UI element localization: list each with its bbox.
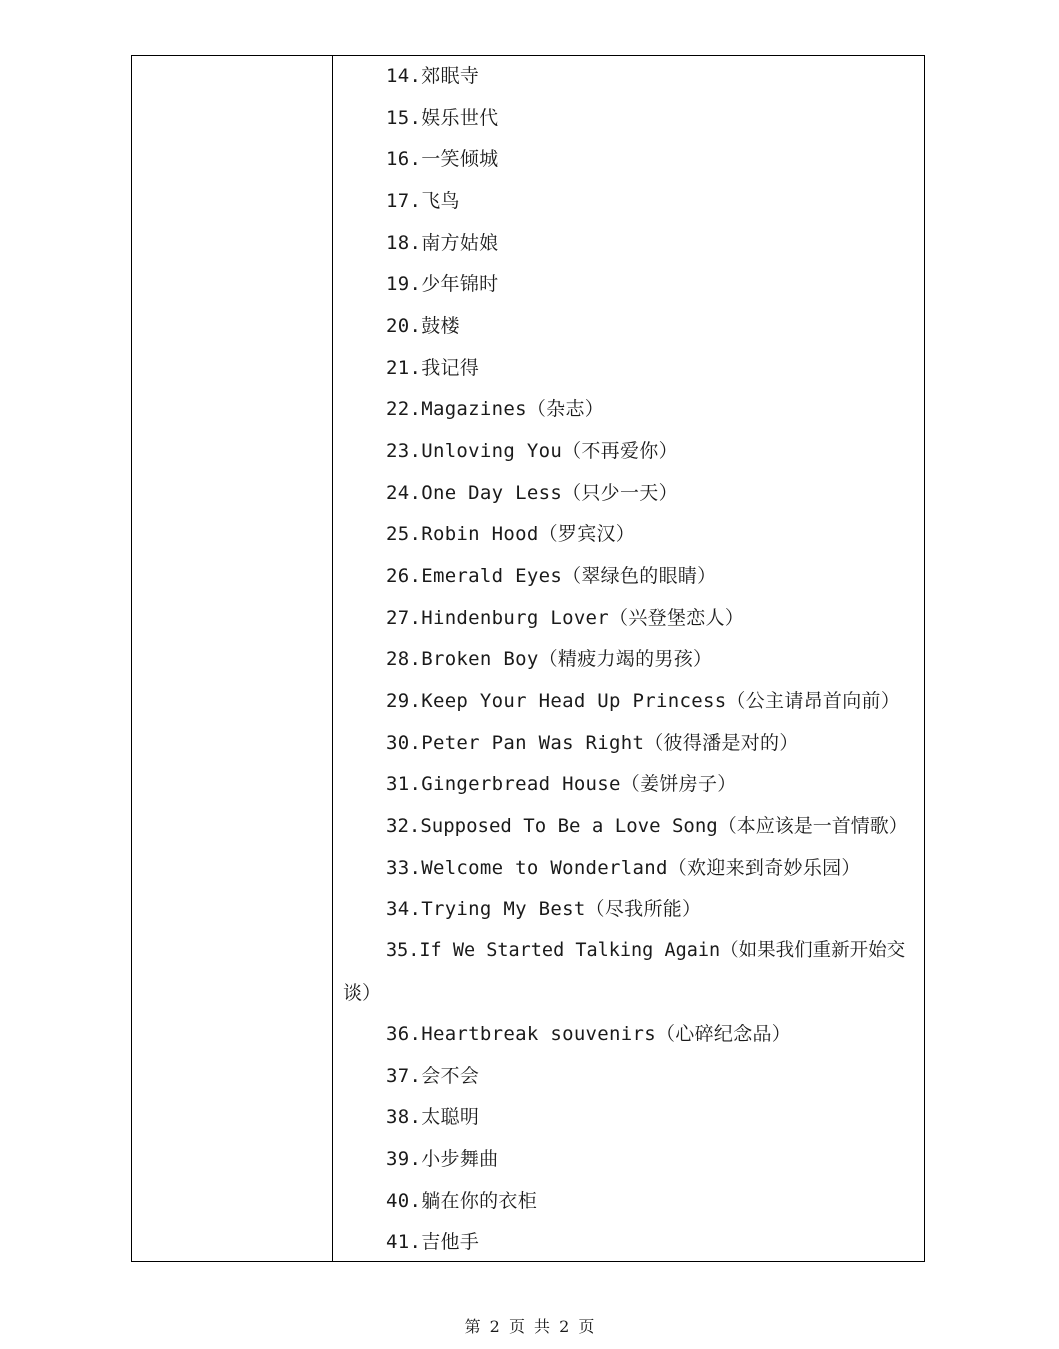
- list-item: 29.Keep Your Head Up Princess（公主请昂首向前）: [386, 690, 901, 712]
- list-item: 21.我记得: [386, 357, 480, 379]
- list-item: 15.娱乐世代: [386, 107, 499, 129]
- list-item: 19.少年锦时: [386, 273, 499, 295]
- list-item: 23.Unloving You（不再爱你）: [386, 440, 678, 462]
- list-item: 17.飞鸟: [386, 190, 460, 212]
- list-item: 20.鼓楼: [386, 315, 460, 337]
- list-item: 27.Hindenburg Lover（兴登堡恋人）: [386, 607, 745, 629]
- table-content-cell: [333, 56, 924, 1261]
- table-label-cell: [132, 56, 333, 1261]
- list-item: 26.Emerald Eyes（翠绿色的眼睛）: [386, 565, 717, 587]
- song-list-table: [131, 55, 925, 1262]
- list-item: 14.郊眠寺: [386, 65, 480, 87]
- list-item: 38.太聪明: [386, 1106, 480, 1128]
- list-item: 30.Peter Pan Was Right（彼得潘是对的）: [386, 732, 799, 754]
- list-item: 28.Broken Boy（精疲力竭的男孩）: [386, 648, 713, 670]
- list-item: 41.吉他手: [386, 1231, 480, 1253]
- list-item: 24.One Day Less（只少一天）: [386, 482, 678, 504]
- list-item: 22.Magazines（杂志）: [386, 398, 605, 420]
- list-item: 32.Supposed To Be a Love Song（本应该是一首情歌）: [386, 815, 908, 837]
- list-item: 40.躺在你的衣柜: [386, 1190, 538, 1212]
- list-item: 25.Robin Hood（罗宾汉）: [386, 523, 636, 545]
- list-item: 35.If We Started Talking Again（如果我们重新开始交: [386, 940, 906, 961]
- list-item: 16.一笑倾城: [386, 148, 499, 170]
- list-item: 34.Trying My Best（尽我所能）: [386, 898, 702, 920]
- list-item: 18.南方姑娘: [386, 232, 499, 254]
- list-item: 33.Welcome to Wonderland（欢迎来到奇妙乐园）: [386, 857, 861, 879]
- page-footer: 第 2 页 共 2 页: [464, 1317, 595, 1336]
- list-item: 37.会不会: [386, 1065, 480, 1087]
- list-item: 39.小步舞曲: [386, 1148, 499, 1170]
- list-item-continuation: 谈）: [343, 982, 382, 1004]
- list-item: 31.Gingerbread House（姜饼房子）: [386, 773, 737, 795]
- list-item: 36.Heartbreak souvenirs（心碎纪念品）: [386, 1023, 792, 1045]
